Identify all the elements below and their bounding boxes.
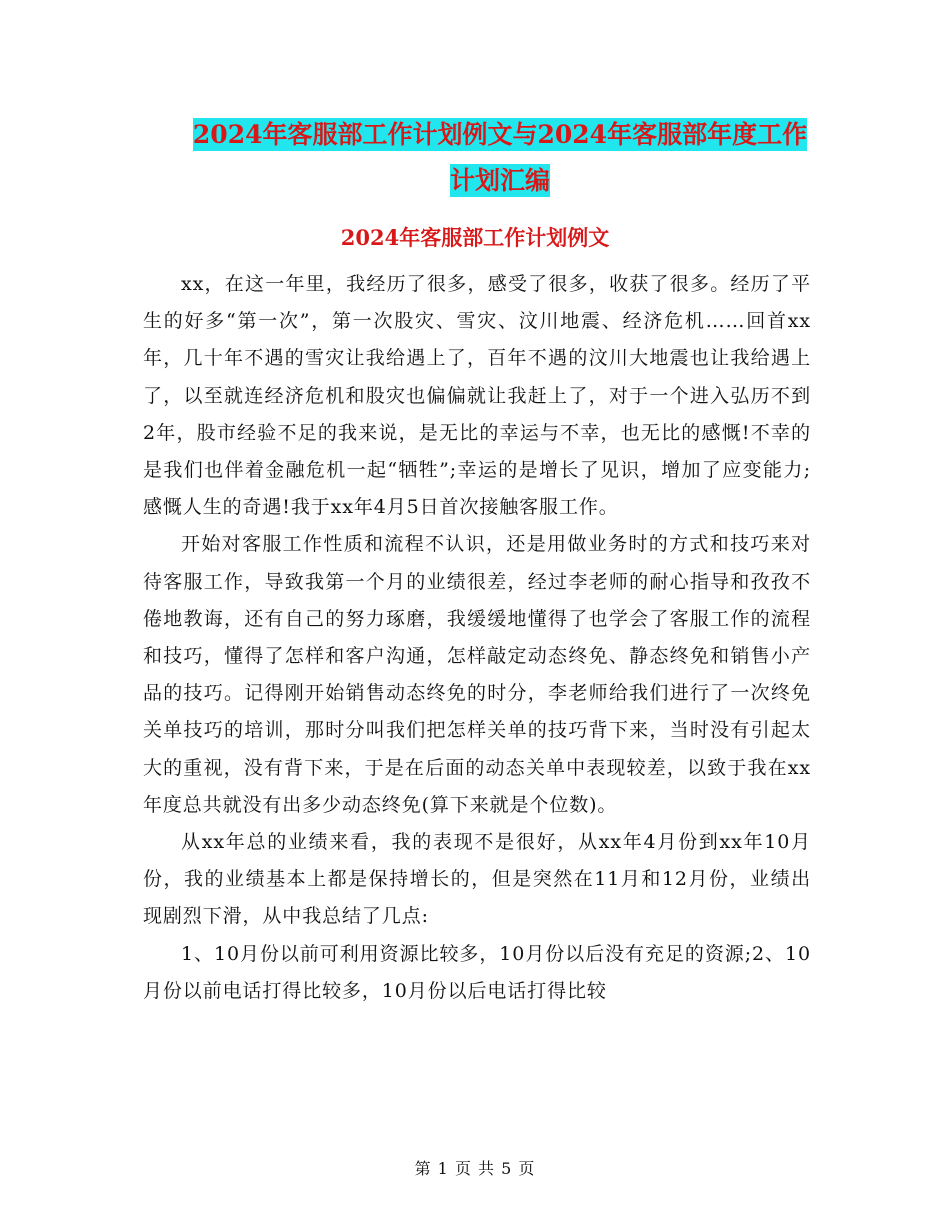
document-title-line-1: 2024年客服部工作计划例文与2024年客服部年度工作 xyxy=(192,120,808,149)
paragraph-1: xx，在这一年里，我经历了很多，感受了很多，收获了很多。经历了平生的好多“第一次”，第一次股灾、雪灾、汶川地震、经济危机……回首xx年，几十年不遇的雪灾让我给遇上了，百年不遇的汶川大地震也让我给遇上了，以至就连经济危机和股灾也偏偏就让我赶上了，对于一个进入弘历不到2年，股市经验不足的我来说，是无比的幸运与不幸，也无比的感慨!不幸的是我们也伴着金融危机一起“牺牲”;幸运的是增长了见识，增加了应变能力;感慨人生的奇遇!我于xx年4月5日首次接触客服工作。 xyxy=(143,273,811,519)
paragraph-4: 1、10月份以前可利用资源比较多，10月份以后没有充足的资源;2、10月份以前电话打得比较多，10月份以后电话打得比较 xyxy=(143,942,811,1002)
body-text xyxy=(143,266,811,1010)
document-title-line-2: 计划汇编 xyxy=(449,166,550,195)
section-heading: 2024年客服部工作计划例文 xyxy=(340,225,610,250)
document-title xyxy=(140,112,860,204)
paragraph-3: 从xx年总的业绩来看，我的表现不是很好，从xx年4月份到xx年10月份，我的业绩基本上都是保持增长的，但是突然在11月和12月份，业绩出现剧烈下滑，从中我总结了几点: xyxy=(143,831,811,928)
page-footer: 第 1 页 共 5 页 xyxy=(414,1159,536,1178)
paragraph-2: 开始对客服工作性质和流程不认识，还是用做业务时的方式和技巧来对待客服工作，导致我第一个月的业绩很差，经过李老师的耐心指导和孜孜不倦地教诲，还有自己的努力琢磨，我缓缓地懂得了也学会了客服工作的流程和技巧，懂得了怎样和客户沟通，怎样敲定动态终免、静态终免和销售小产品的技巧。记得刚开始销售动态终免的时分，李老师给我们进行了一次终免关单技巧的培训，那时分叫我们把怎样关单的技巧背下来，当时没有引起太大的重视，没有背下来，于是在后面的动态关单中表现较差，以致于我在xx年度总共就没有出多少动态终免(算下来就是个位数)。 xyxy=(143,533,811,816)
